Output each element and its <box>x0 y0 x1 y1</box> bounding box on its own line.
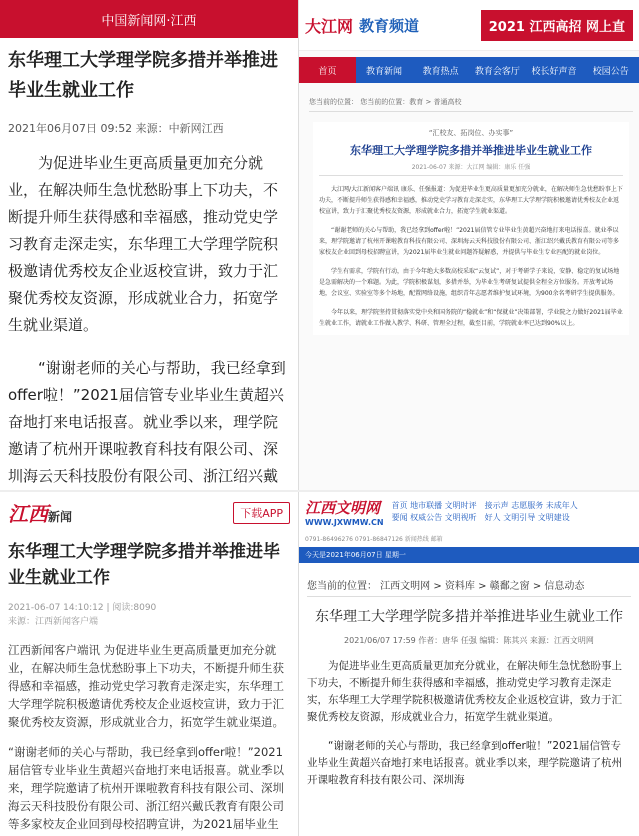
app-header <box>0 492 298 531</box>
nav-item-home[interactable]: 首页 <box>299 57 356 83</box>
article-paragraph: 为促进毕业生更高质量更加充分就业，在解决师生急忧愁盼事上下功夫，不断提升师生获得感和幸福感，推动党史学习教育走深走实，东华理工大学理学院积极邀请优秀校友企业返校宣讲，致力于汇聚优秀校友资源，形成就业合力，拓宽学生就业渠道。 <box>307 660 622 723</box>
article-paragraph: “谢谢老师的关心与帮助，我已经拿到offer啦！”2021届信管专业毕业生黄超兴奋地打来电话报喜。就业季以来，理学院邀请了杭州开课啦教育科技有限公司、深圳海云天科技股份有限公司、浙江绍兴戴氏教育有限公司等多家校友企业回到母校招聘宣讲，为2021届毕业生就业问题答疑解惑，并提供与毕业生专业匹配的就业岗位。 <box>319 227 620 256</box>
site-logo-text: 江西文明网 <box>305 499 381 517</box>
site-header <box>299 0 639 51</box>
nav-item[interactable]: 教育新闻 <box>366 66 403 77</box>
download-app-button[interactable]: 下载APP <box>233 502 290 524</box>
header-link-row[interactable]: 接示声 志愿服务 未成年人 <box>484 501 578 510</box>
jiangxi-news-app-screenshot <box>0 492 298 836</box>
breadcrumb: 您当前的位置： 您当前的位置：教育 > 普通高校 <box>309 97 633 112</box>
jxnews-article-screenshot <box>299 0 639 490</box>
nav-item[interactable]: 教育热点 <box>422 66 459 77</box>
article-paragraph: “谢谢老师的关心与帮助，我已经拿到offer啦！”2021届信管专业毕业生黄超兴奋地打来电话报喜。就业季以来，理学院邀请了杭州开课啦教育科技有限公司、深圳海 <box>307 740 622 786</box>
channel-logo[interactable]: 教育频道 <box>359 16 420 35</box>
article-body <box>313 122 629 335</box>
header-links <box>485 500 578 524</box>
article-title: 东华理工大学理学院多措并举推进毕业生就业工作 <box>350 144 592 157</box>
main-nav <box>299 57 639 83</box>
site-logo[interactable] <box>305 497 384 527</box>
contact-info: 0791-86496276 0791-86847126 新闻热线 邮箱 <box>305 536 443 543</box>
site-logo-url: WWW.JXWMW.CN <box>305 518 384 527</box>
app-logo <box>8 498 72 527</box>
site-header <box>299 492 639 532</box>
nav-item[interactable]: 教育会客厅 <box>474 66 520 77</box>
app-logo-small: 新闻 <box>48 510 73 524</box>
chinanews-article-screenshot <box>0 0 298 490</box>
article-meta: 2021年06月07日 09:52 来源：中新网江西 <box>8 122 224 135</box>
site-logo[interactable]: 大江网 <box>305 16 354 36</box>
article-source: 来源：江西新闻客户端 <box>8 617 99 627</box>
source-bar-label: 中国新闻网·江西 <box>101 13 197 29</box>
nav-item[interactable]: 校长好声音 <box>531 66 577 77</box>
article-paragraph: 学生有需求，学院有行动，由于今年绝大多数高校采取“云复试”，对于考研学子来说，安静、稳定的复试场地是急需解决的一个难题。为此，学院积极谋划，多措并举，为毕业生考研复试提供全程全方位服务。开放考试场地，会议室、实验室等多个场地，配置网络设施，组织青年志愿者维护复试环境，为900余名考研学生提供服务。 <box>319 268 620 297</box>
article-subtitle: “汇校友、拓岗位、办实事” <box>428 129 514 137</box>
article-paragraph: 江西新闻客户端讯 为促进毕业生更高质量更加充分就业，在解决师生急忧愁盼事上下功夫，不断提升师生获得感和幸福感，推动党史学习教育走深走实，东华理工大学理学院积极邀请优秀校友企业返校宣讲，致力于汇聚优秀校友资源，形成就业合力，拓宽学生就业渠道。 <box>8 643 284 729</box>
divider <box>0 490 639 492</box>
date-bar: 今天是2021年06月07日 星期一 <box>299 547 639 563</box>
app-logo-text: 江西 <box>8 502 48 526</box>
article-title: 东华理工大学理学院多措并举推进毕业生就业工作 <box>8 50 278 101</box>
article-paragraph: 为促进毕业生更高质量更加充分就业，在解决师生急忧愁盼事上下功夫，不断提升师生获得感和幸福感，推动党史学习教育走深走实，东华理工大学理学院积极邀请优秀校友企业返校宣讲，致力于汇聚优秀校友资源，形成就业合力，拓宽学生就业渠道。 <box>8 154 279 334</box>
article-meta: 2021-06-07 来源：大江网 编辑：康乐 任强 <box>319 162 623 176</box>
gaokao-banner[interactable]: 2021 江西高招 网上直 <box>481 10 633 41</box>
article-meta: 2021/06/07 17:59 作者：唐华 任强 编辑：陈其兴 来源：江西文明网 <box>344 636 594 645</box>
jxwmw-article-screenshot <box>299 492 639 836</box>
article-meta <box>8 601 290 629</box>
header-link-row[interactable]: 好人 文明引导 文明建设 <box>484 513 570 522</box>
article-paragraph: 今年以来，理学院坚持贯彻落实党中央和国务院的“稳就业”和“保就业”决策部署，学业院之力做好2021届毕业生就业工作，请就业工作做入教学、科研、管理全过程，截至目前，学院就业率已达到90%以上。 <box>319 309 623 327</box>
article-paragraph: 大江网/大江新闻客户端讯 康乐、任强报道：为促进毕业生更高质量更加充分就业，在解决师生急忧愁盼事上下功夫，不断提升师生获得感和幸福感，推动党史学习教育走深走实，东华理工大学理学院积极邀请优秀校友企业返校宣讲，致力于汇聚优秀校友资源，形成就业合力，拓宽学生就业渠道。 <box>319 186 623 215</box>
header-link-row[interactable]: 要闻 权威公告 文明视听 <box>391 513 477 522</box>
article-title: 东华理工大学理学院多措并举推进毕业生就业工作 <box>315 609 623 625</box>
article-date: 2021-06-07 14:10:12 | 阅读:8090 <box>8 603 157 613</box>
article-title: 东华理工大学理学院多措并举推进毕业生就业工作 <box>8 542 280 588</box>
header-links <box>392 500 477 524</box>
header-link-row[interactable]: 首页 地市联播 文明时评 <box>391 501 477 510</box>
divider <box>298 0 299 836</box>
source-bar <box>0 0 298 38</box>
article-paragraph: “谢谢老师的关心与帮助，我已经拿到offer啦！”2021届信管专业毕业生黄超兴奋地打来电话报喜。就业季以来，理学院邀请了杭州开课啦教育科技有限公司、深圳海云天科技股份有限公司、浙江绍兴戴 <box>8 359 286 485</box>
nav-item[interactable]: 校园公告 <box>592 66 629 77</box>
article-paragraph: “谢谢老师的关心与帮助，我已经拿到offer啦！”2021届信管专业毕业生黄超兴奋地打来电话报喜。就业季以来，理学院邀请了杭州开课啦教育科技有限公司、深圳海云天科技股份有限公司、浙江绍兴戴氏教育有限公司等多家校友企业回到母校招聘宣讲，为2021届毕业生 <box>8 745 284 831</box>
breadcrumb: 您当前的位置： 江西文明网 > 资料库 > 赣鄱之窗 > 信息动态 <box>307 577 631 597</box>
